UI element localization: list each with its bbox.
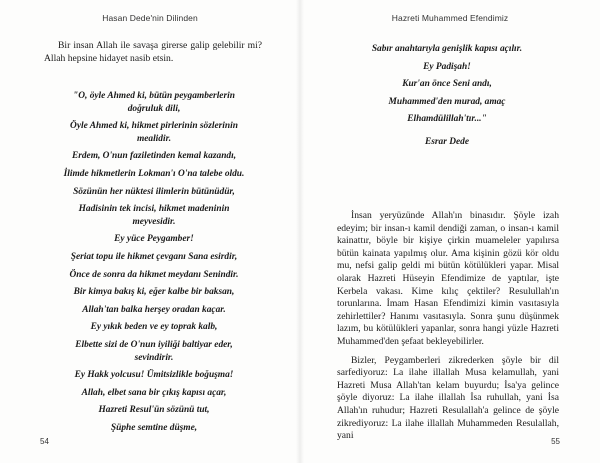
poem-line: doğruluk dili, (127, 103, 181, 114)
poem-author: Esrar Dede (424, 136, 469, 147)
poem-line: Şeriat topu ile hikmet çevganı Sana esirdir, (70, 251, 238, 262)
page-number-right: 55 (551, 437, 560, 446)
running-head-left: Hasan Dede'nin Dilinden (102, 13, 198, 23)
poem-line: Bir kimya bakış ki, eğer kalbe bir baksan, (73, 287, 235, 298)
left-poem (44, 90, 264, 434)
body-paragraph: Bizler, Peygamberleri zikrederken şöyle bir dil sarfediyoruz: La ilahe illallah Musa kelamullah, yani Hazreti Musa Allah'tan kelam buyurdu; İsa'ya gelince şöyle diyoruz: La ilahe illallah İsa ruhullah, yani İsa Allah'ın ruhudur; Hazreti Resulallah'a gelince de şöyle zikrediyoruz: La ilahe illallah Muhammeden Resulallah, yani (337, 354, 559, 442)
poem-line: İlimde hikmetlerin Lokman'ı O'na talebe oldu. (63, 168, 245, 179)
poem-line: Önce de sonra da hikmet meydanı Senindir. (69, 269, 239, 280)
poem-line: Şüphe semtine düşme, (110, 422, 198, 433)
poem-line: Ey yıkık beden ve ey toprak kalb, (90, 322, 218, 333)
poem-line: Ey Padişah! (423, 61, 471, 72)
poem-line: "O, öyle Ahmed ki, bütün peygamberlerin (73, 91, 235, 101)
poem-line: Ey Hakk yolcusu! Ümitsizlikle boğuşma! (74, 370, 234, 381)
poem-line: Sabır anahtarıyla genişlik kapısı açılır. (371, 44, 523, 54)
page-number-left: 54 (40, 437, 49, 446)
poem-line: Allah'tan balka herşey oradan kaçar. (82, 304, 226, 315)
body-paragraph: İnsan yeryüzünde Allah'ın binasıdır. Şöyle izah edeyim; bir insan-ı kamil dendiği zaman, o insan-ı kamil kainattır, böyle bir kişiye çirkin muameleler yapılırsa bütün kainata yapılmış olur. Ama kişinin gözü kör oldu mu, nefsi galip geldi mi bütün kötülükleri yapar. Misal olarak Hazreti Hüseyin Efendimize de yaptılar, işte Kerbela vakası. Kime kılıç çektiler? Resulullah'ın torunlarına. İmam Hasan Efendimizi kimin vasıtasıyla zehirlettiler? Hanımı vasıtasıyla. Sonra şunu düşünmek lazım, bu kötülükleri yapanlar, sonra hangi yüzle Hazreti Muhammed'den şefaat bekleyebilirler. (337, 210, 559, 347)
poem-line: Elhamdülillah'tır..." (407, 114, 487, 125)
poem-line: Hadisinin tek incisi, hikmet madeninin (78, 204, 230, 215)
left-intro-paragraph (44, 40, 262, 65)
poem-line: sevindirir. (134, 352, 174, 363)
poem-line: Öyle Ahmed ki, hikmet pirlerinin sözlerinin (70, 121, 238, 132)
running-head-right: Hazreti Muhammed Efendimiz (391, 13, 509, 23)
poem-line: Sözünün her nüktesi ilimlerin bütünüdür, (73, 186, 235, 197)
poem-line: Kur'an önce Seni andı, (402, 79, 492, 90)
poem-line: Allah, elbet sana bir çıkış kapısı açar, (81, 387, 227, 398)
intro-text: Bir insan Allah ile savaşa girerse galip gelebilir mi? Allah hepsine hidayet nasib etsin. (44, 40, 262, 64)
right-page (300, 0, 600, 463)
poem-line: Elbette sizi de O'nun iyiliği baltiyar eder, (75, 339, 233, 350)
poem-line: meyvesidir. (132, 216, 176, 227)
right-body-text (337, 210, 559, 443)
poem-line: Ey yüce Peygamber! (114, 234, 194, 245)
right-poem (336, 43, 558, 149)
poem-line: mealidir. (136, 133, 172, 144)
poem-line: Erdem, O'nun faziletinden kemal kazandı, (71, 151, 237, 162)
poem-line: Hazreti Resul'ün sözünü tut, (98, 405, 210, 416)
poem-line: Muhammed'den murad, amaç (388, 96, 506, 107)
